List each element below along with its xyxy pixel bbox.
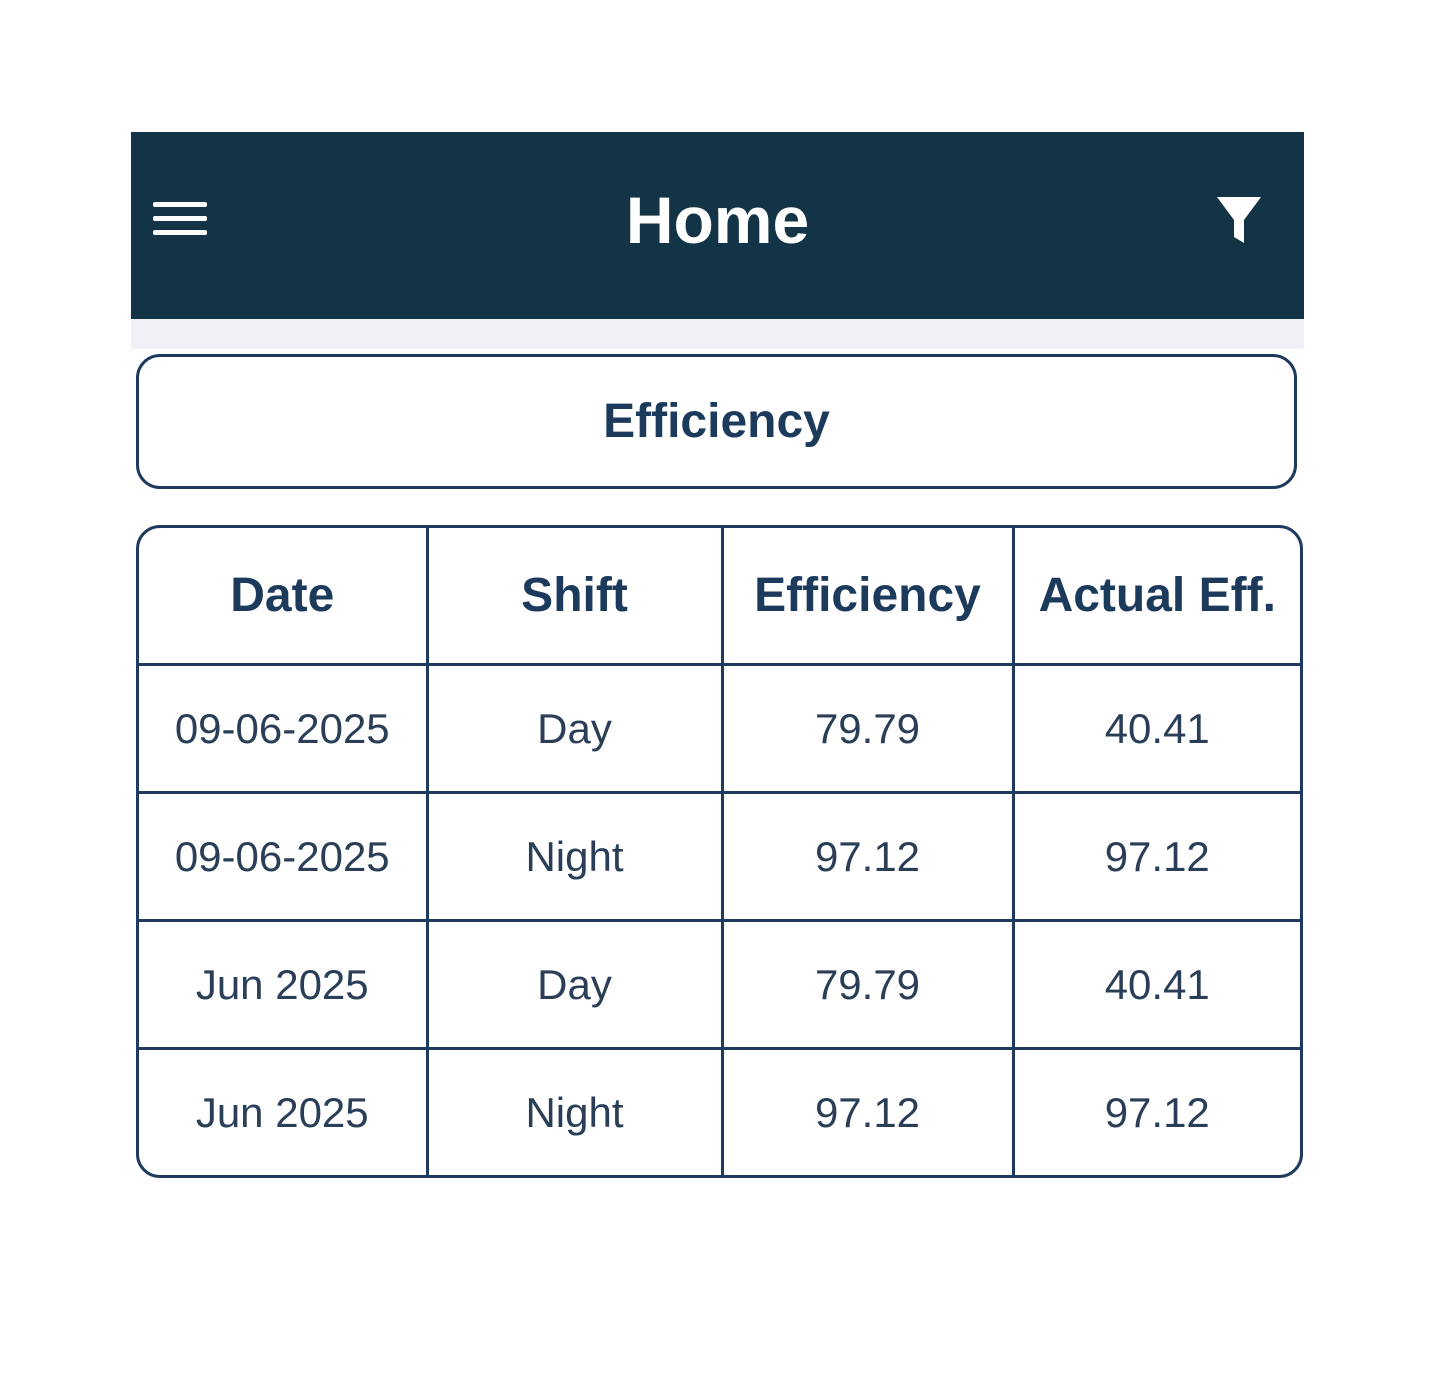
section-title: Efficiency (603, 395, 830, 448)
cell-date: Jun 2025 (139, 1049, 427, 1176)
table-header-row (139, 528, 1300, 665)
cell-actual-eff: 97.12 (1104, 1088, 1210, 1136)
cell-efficiency: 79.79 (722, 921, 1013, 1049)
cell-efficiency: 79.79 (722, 665, 1013, 793)
top-app-bar (131, 132, 1304, 319)
column-header-actual-eff: Actual Eff. (1013, 528, 1300, 665)
column-header-efficiency: Efficiency (722, 528, 1013, 665)
app-screen (131, 132, 1304, 1227)
efficiency-table (136, 525, 1303, 1178)
cell-shift: Night (427, 793, 722, 921)
filter-button[interactable] (1209, 190, 1269, 250)
cell-shift: Day (427, 665, 722, 793)
cell-actual-eff: 40.41 (1013, 665, 1300, 793)
cell-shift: Night (427, 1049, 722, 1176)
cell-date: Jun 2025 (139, 921, 427, 1049)
column-header-date: Date (139, 528, 427, 665)
cell-date: 09-06-2025 (139, 793, 427, 921)
table-row (139, 1049, 1300, 1176)
table-row (139, 921, 1300, 1049)
column-header-shift: Shift (427, 528, 722, 665)
cell-actual-eff: 40.41 (1013, 921, 1300, 1049)
cell-actual-eff: 97.12 (1013, 793, 1300, 921)
section-title-card (136, 354, 1297, 489)
filter-funnel-icon (1209, 190, 1269, 250)
header-shadow-strip (131, 319, 1304, 349)
cell-efficiency: 97.12 (722, 793, 1013, 921)
cell-date: 09-06-2025 (139, 665, 427, 793)
table-row (139, 793, 1300, 921)
cell-shift: Day (427, 921, 722, 1049)
cell-efficiency: 97.12 (722, 1049, 1013, 1176)
table-row (139, 665, 1300, 793)
page-title: Home (625, 183, 810, 257)
